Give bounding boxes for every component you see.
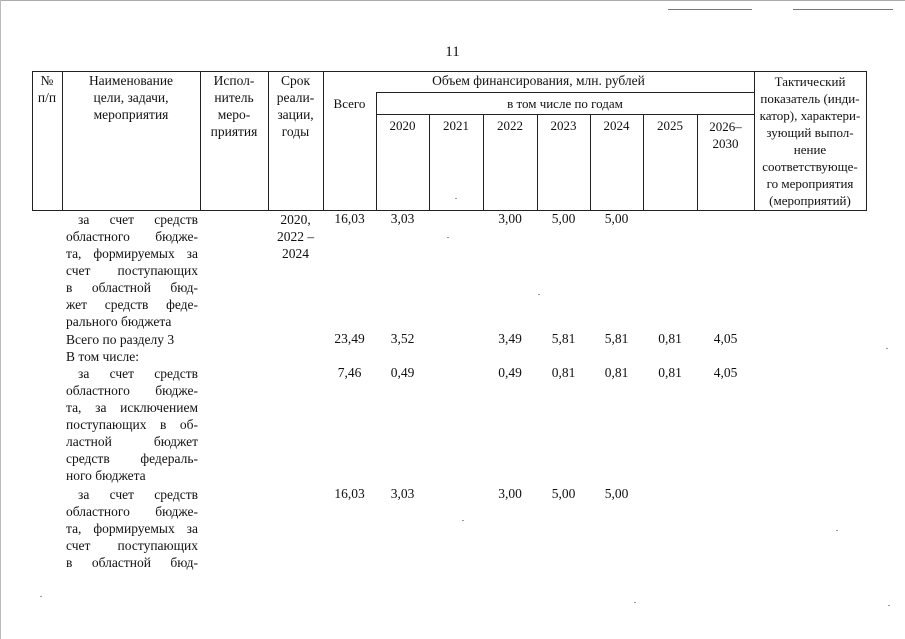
header-total: Всего — [333, 96, 366, 111]
header-col-name: Наименование цели, задачи, мероприятия — [88, 73, 174, 122]
scan-rule-right — [793, 9, 893, 10]
header-year-2026-2030: 2026–2030 — [709, 119, 742, 151]
row-4-2026-2030: 4,05 — [713, 365, 738, 380]
row-1-term: 2020, 2022 – 2024 — [276, 212, 315, 261]
row-5-2020: 3,03 — [390, 486, 415, 501]
row-1-2020: 3,03 — [390, 211, 415, 226]
row-1-2024: 5,00 — [604, 211, 629, 226]
row-4-2022: 0,49 — [498, 365, 522, 380]
row-5-2022: 3,00 — [498, 486, 522, 501]
header-year-2020: 2020 — [389, 118, 416, 133]
scan-top-rule — [0, 0, 905, 1]
header-col-indicator: Тактический показатель (инди- катор), характери- зующий выпол- нение соответствующе- го мероприятия (мероприятий) — [759, 74, 861, 208]
row-1-total: 16,03 — [334, 211, 365, 226]
row-4-2020: 0,49 — [390, 365, 415, 380]
header-by-years: в том числе по годам — [507, 96, 623, 111]
row-2-2024: 5,81 — [604, 331, 629, 346]
row-2-2020: 3,52 — [390, 331, 415, 346]
row-2-2026-2030: 4,05 — [713, 331, 738, 346]
header-year-2022: 2022 — [497, 118, 523, 133]
row-2-total: 23,49 — [334, 331, 365, 346]
row-4-total: 7,46 — [337, 365, 362, 380]
page-number: 11 — [445, 44, 460, 60]
row-1-description: за счет средств областного бюдже- та, формируемых за счет поступающих в областной бюд- жет средств феде- рального бюджета — [66, 212, 198, 329]
header-year-2023: 2023 — [550, 118, 577, 133]
header-col-number: № п/п — [37, 73, 57, 105]
row-4-2025: 0,81 — [658, 365, 682, 380]
header-year-2024: 2024 — [603, 118, 630, 133]
row-5-2024: 5,00 — [604, 486, 629, 501]
scan-left-edge — [0, 0, 1, 639]
row-2-2025: 0,81 — [658, 331, 682, 346]
row-1-2022: 3,00 — [498, 211, 522, 226]
header-col-executor: Испол- нитель меро- приятия — [210, 73, 258, 139]
row-2-2023: 5,81 — [551, 331, 576, 346]
header-col-term: Срок реали- зации, годы — [276, 73, 315, 139]
row-1-2023: 5,00 — [551, 211, 576, 226]
row-2-2022: 3,49 — [498, 331, 522, 346]
row-4-2024: 0,81 — [604, 365, 629, 380]
header-year-2021: 2021 — [443, 118, 469, 133]
row-4-2023: 0,81 — [551, 365, 576, 380]
row-5-2023: 5,00 — [551, 486, 576, 501]
row-4-description: за счет средств областного бюдже- та, за исключением поступающих в об- ластной бюджет средств федераль- ного бюджета — [66, 366, 198, 483]
header-year-2025: 2025 — [657, 118, 683, 133]
header-funding-title: Объем финансирования, млн. рублей — [432, 73, 645, 88]
row-5-total: 16,03 — [334, 486, 365, 501]
row-2-description: Всего по разделу 3 — [66, 332, 175, 347]
row-5-description: за счет средств областного бюдже- та, формируемых за счет поступающих в областной бюд- — [66, 487, 198, 570]
scan-rule-mid — [668, 9, 752, 10]
row-3-description: В том числе: — [66, 349, 139, 364]
